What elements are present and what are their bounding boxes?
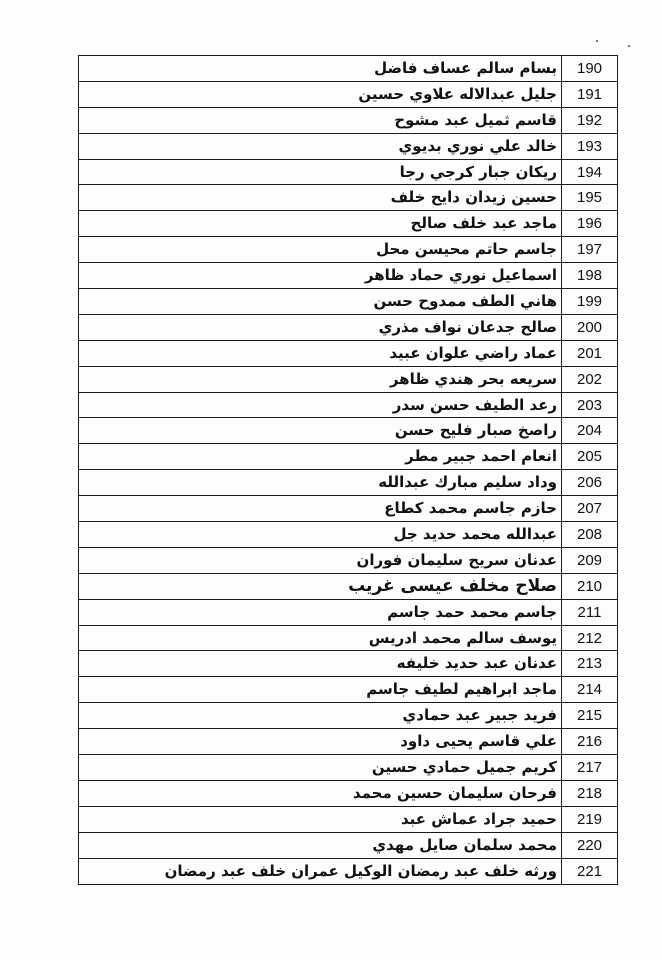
table-row — [79, 392, 618, 418]
table-row — [79, 832, 618, 858]
person-name-cell: ماجد عبد خلف صالح — [79, 211, 562, 237]
row-number-cell: 206 — [562, 470, 618, 496]
person-name-cell: عماد راضي علوان عبيد — [79, 340, 562, 366]
table-row — [79, 314, 618, 340]
table-row — [79, 133, 618, 159]
table-row — [79, 599, 618, 625]
person-name-cell: علي قاسم يحيى داود — [79, 729, 562, 755]
row-number-cell: 212 — [562, 625, 618, 651]
table-row — [79, 444, 618, 470]
table-row — [79, 547, 618, 573]
table-row — [79, 755, 618, 781]
row-number-cell: 210 — [562, 573, 618, 599]
names-table-body — [79, 56, 618, 885]
person-name-cell: عدنان عبد حديد خليفه — [79, 651, 562, 677]
person-name-cell: صالح جدعان نواف مذري — [79, 314, 562, 340]
table-row — [79, 418, 618, 444]
row-number-cell: 202 — [562, 366, 618, 392]
person-name-cell: عبدالله محمد حديد جل — [79, 522, 562, 548]
person-name-cell: صلاح مخلف عيسى غريب — [79, 573, 562, 599]
row-number-cell: 221 — [562, 858, 618, 884]
person-name-cell: يوسف سالم محمد ادريس — [79, 625, 562, 651]
person-name-cell: حازم جاسم محمد كطاع — [79, 496, 562, 522]
names-table — [78, 55, 618, 885]
person-name-cell: محمد سلمان صايل مهدي — [79, 832, 562, 858]
row-number-cell: 219 — [562, 806, 618, 832]
table-row — [79, 81, 618, 107]
row-number-cell: 190 — [562, 56, 618, 82]
person-name-cell: جاسم حاتم محيسن محل — [79, 237, 562, 263]
row-number-cell: 204 — [562, 418, 618, 444]
table-row — [79, 211, 618, 237]
table-row — [79, 185, 618, 211]
row-number-cell: 217 — [562, 755, 618, 781]
row-number-cell: 197 — [562, 237, 618, 263]
row-number-cell: 214 — [562, 677, 618, 703]
row-number-cell: 216 — [562, 729, 618, 755]
row-number-cell: 196 — [562, 211, 618, 237]
row-number-cell: 215 — [562, 703, 618, 729]
row-number-cell: 218 — [562, 780, 618, 806]
person-name-cell: جليل عبدالاله علاوي حسين — [79, 81, 562, 107]
row-number-cell: 192 — [562, 107, 618, 133]
table-row — [79, 366, 618, 392]
row-number-cell: 203 — [562, 392, 618, 418]
person-name-cell: وداد سليم مبارك عبدالله — [79, 470, 562, 496]
row-number-cell: 191 — [562, 81, 618, 107]
row-number-cell: 205 — [562, 444, 618, 470]
person-name-cell: رعد الطيف حسن سدر — [79, 392, 562, 418]
table-row — [79, 496, 618, 522]
scan-speck — [596, 40, 598, 42]
names-table-container — [78, 55, 618, 885]
table-row — [79, 237, 618, 263]
person-name-cell: بسام سالم عساف فاضل — [79, 56, 562, 82]
table-row — [79, 522, 618, 548]
row-number-cell: 201 — [562, 340, 618, 366]
table-row — [79, 470, 618, 496]
person-name-cell: سريعه بحر هندي ظاهر — [79, 366, 562, 392]
person-name-cell: حسين زيدان دايح خلف — [79, 185, 562, 211]
row-number-cell: 208 — [562, 522, 618, 548]
table-row — [79, 573, 618, 599]
person-name-cell: خالد علي نوري بديوي — [79, 133, 562, 159]
row-number-cell: 211 — [562, 599, 618, 625]
person-name-cell: فرحان سليمان حسين محمد — [79, 780, 562, 806]
table-row — [79, 858, 618, 884]
person-name-cell: ماجد ابراهيم لطيف جاسم — [79, 677, 562, 703]
row-number-cell: 193 — [562, 133, 618, 159]
table-row — [79, 263, 618, 289]
person-name-cell: حميد جراد عماش عبد — [79, 806, 562, 832]
person-name-cell: فريد جبير عبد حمادي — [79, 703, 562, 729]
row-number-cell: 199 — [562, 289, 618, 315]
row-number-cell: 195 — [562, 185, 618, 211]
person-name-cell: كريم جميل حمادي حسين — [79, 755, 562, 781]
scan-speck — [628, 45, 630, 47]
table-row — [79, 625, 618, 651]
person-name-cell: عدنان سريح سليمان فوران — [79, 547, 562, 573]
row-number-cell: 198 — [562, 263, 618, 289]
table-row — [79, 729, 618, 755]
table-row — [79, 340, 618, 366]
person-name-cell: راصخ صبار فليح حسن — [79, 418, 562, 444]
table-row — [79, 107, 618, 133]
table-row — [79, 806, 618, 832]
row-number-cell: 213 — [562, 651, 618, 677]
table-row — [79, 56, 618, 82]
table-row — [79, 780, 618, 806]
row-number-cell: 220 — [562, 832, 618, 858]
table-row — [79, 159, 618, 185]
table-row — [79, 677, 618, 703]
person-name-cell: اسماعيل نوري حماد ظاهر — [79, 263, 562, 289]
person-name-cell: انعام احمد جبير مطر — [79, 444, 562, 470]
table-row — [79, 651, 618, 677]
person-name-cell: قاسم ثميل عبد مشوح — [79, 107, 562, 133]
person-name-cell: ورثه خلف عبد رمضان الوكيل عمران خلف عبد رمضان — [79, 858, 562, 884]
row-number-cell: 194 — [562, 159, 618, 185]
row-number-cell: 209 — [562, 547, 618, 573]
person-name-cell: ريكان جبار كرجي رجا — [79, 159, 562, 185]
person-name-cell: هاني الطف ممدوح حسن — [79, 289, 562, 315]
person-name-cell: جاسم محمد حمد جاسم — [79, 599, 562, 625]
row-number-cell: 207 — [562, 496, 618, 522]
table-row — [79, 703, 618, 729]
table-row — [79, 289, 618, 315]
row-number-cell: 200 — [562, 314, 618, 340]
